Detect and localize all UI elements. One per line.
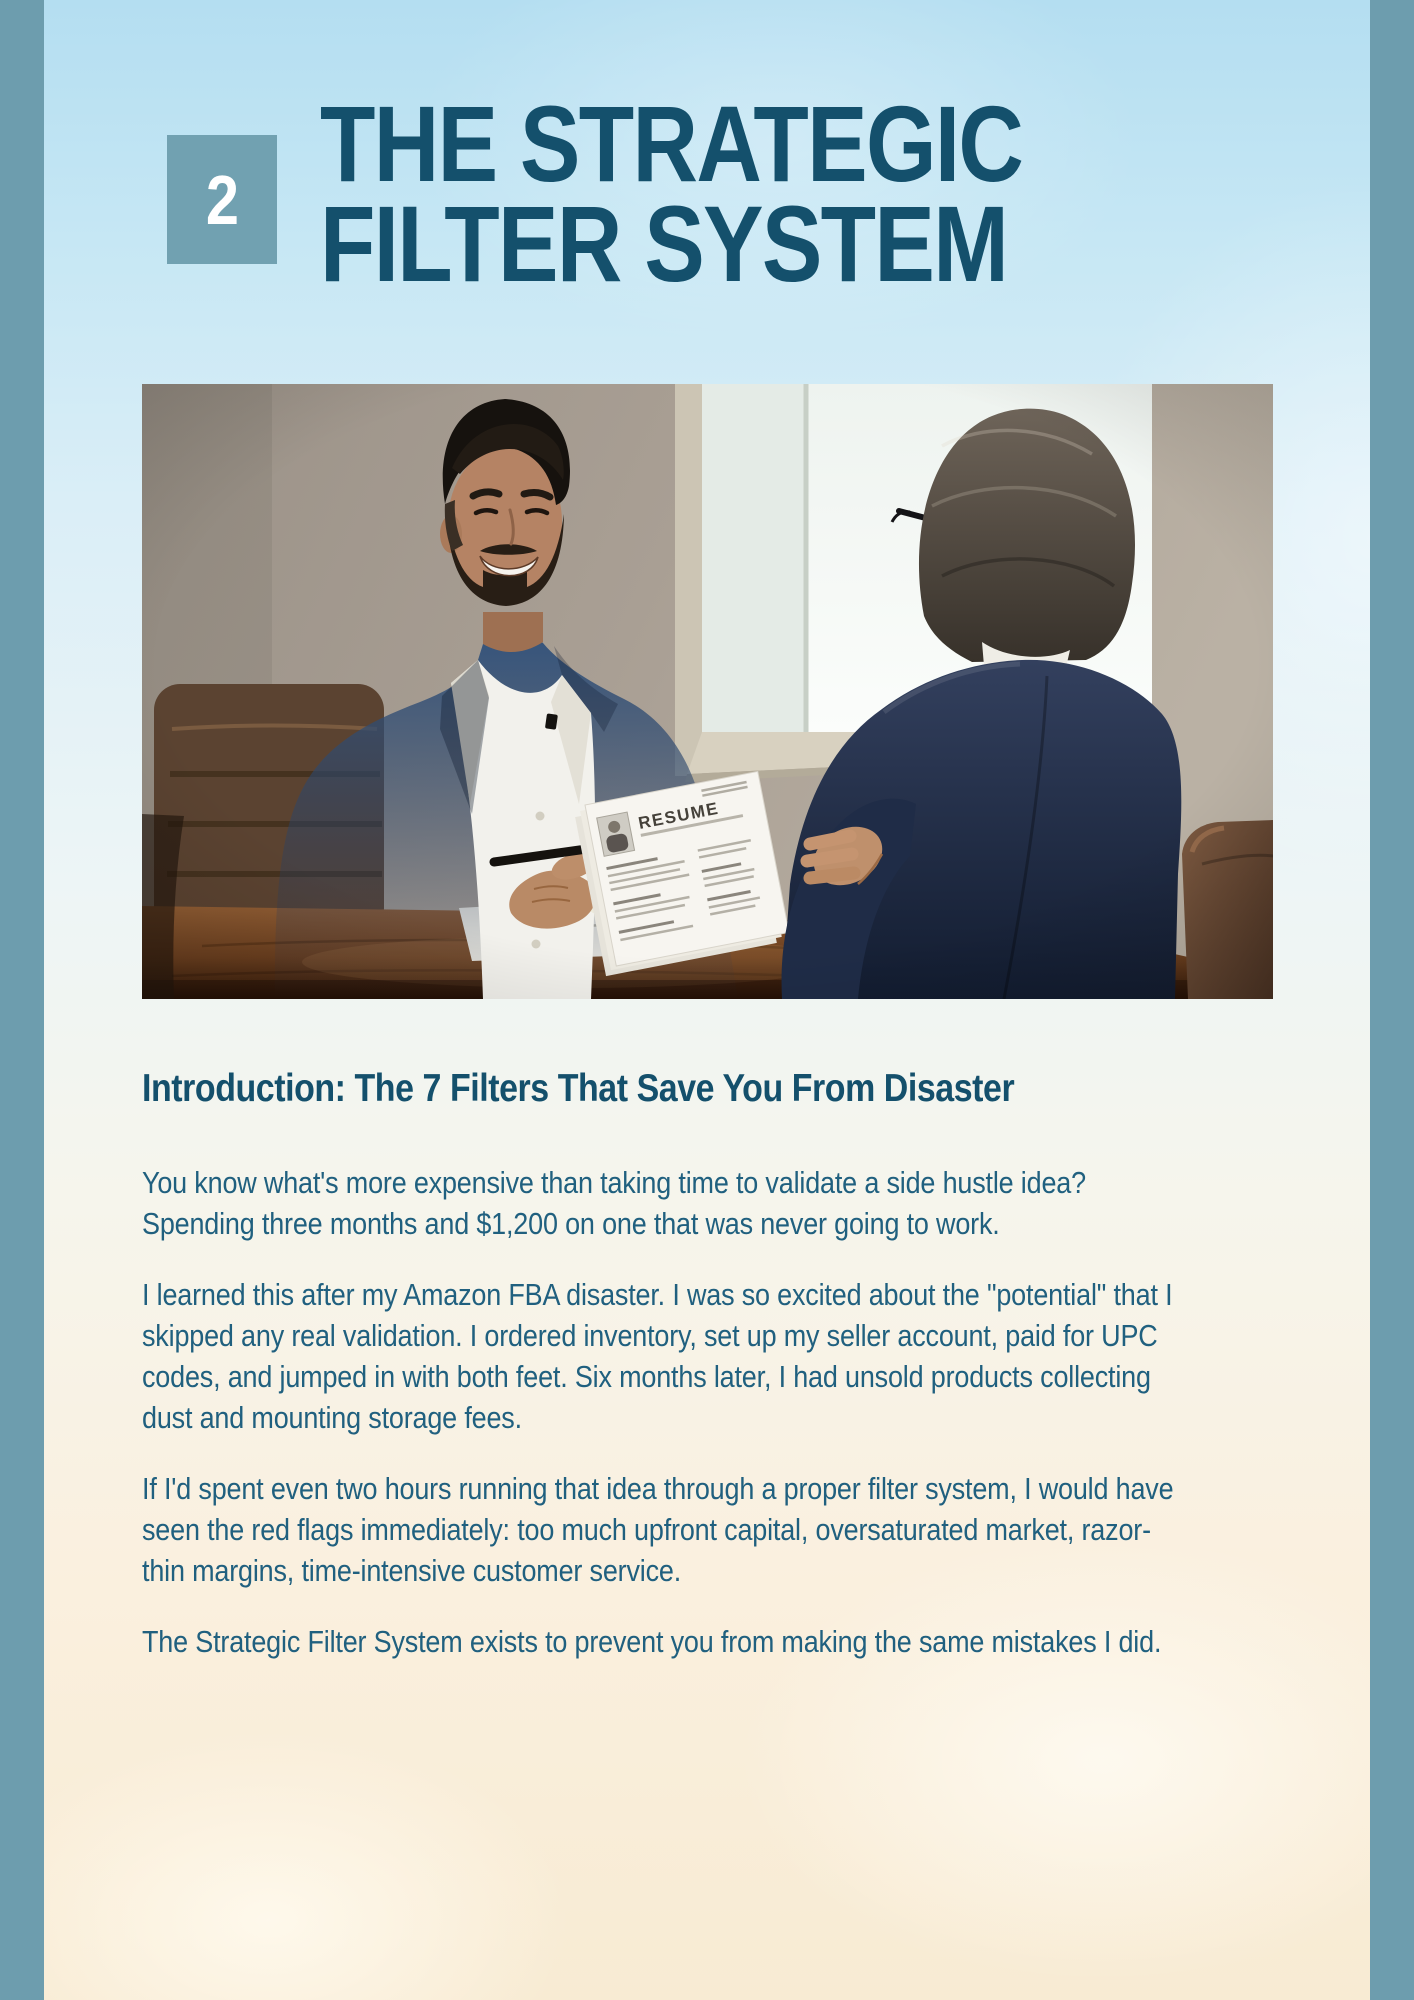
interview-photo [142, 384, 1273, 999]
page-title [320, 83, 1023, 304]
section-content [142, 1066, 1186, 1662]
right-border-stripe [1370, 0, 1414, 2000]
page-title-line1: THE STRATEGIC [320, 83, 1023, 204]
chapter-number-badge [167, 135, 277, 264]
paragraph-4: The Strategic Filter System exists to prevent you from making the same mistakes I did. [142, 1624, 1162, 1659]
interview-photo-illustration [142, 384, 1273, 999]
left-border-stripe [0, 0, 44, 2000]
page-title-line2: FILTER SYSTEM [320, 183, 1008, 304]
section-heading: Introduction: The 7 Filters That Save You From Disaster [142, 1067, 1015, 1110]
paragraph-3: If I'd spent even two hours running that idea through a proper filter system, I would have seen the red flags immediately: too much upfront capital, oversaturated market, razor-thin margins, time-intensive customer service. [142, 1471, 1174, 1588]
paragraph-1: You know what's more expensive than taking time to validate a side hustle idea? Spending three months and $1,200 on one that was never going to work. [142, 1165, 1086, 1241]
paragraph-2: I learned this after my Amazon FBA disaster. I was so excited about the "potential" that I skipped any real validation. I ordered inventory, set up my seller account, paid for UPC codes, and jumped in with both feet. Six months later, I had unsold products collecting dust and mounting storage fees. [142, 1277, 1173, 1435]
chapter-number: 2 [205, 160, 239, 239]
